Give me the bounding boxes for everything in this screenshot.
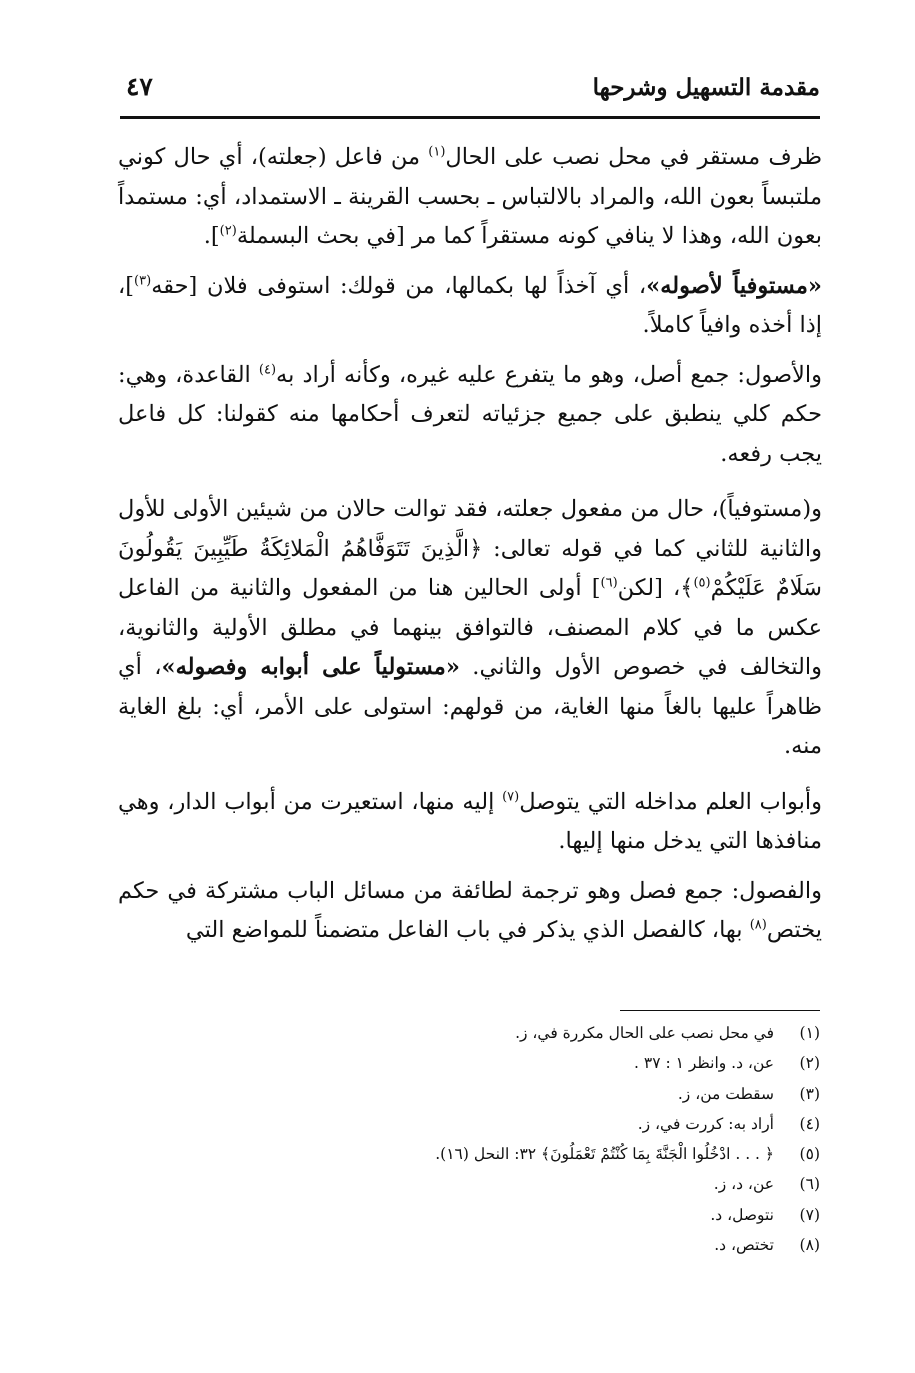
running-header [120,70,820,106]
paragraph-2 [118,267,822,346]
paragraph-3 [118,356,822,475]
text: ﴾، [لكن [617,575,694,601]
text: القاعدة، وهي: حكم كلي ينطبق على جميع جزئياته لتعرف أحكامها منه كقولنا: كل فاعل يجب رفعه. [118,361,822,467]
footnote-rule [620,1010,820,1011]
footnote-number: (٥) [799,1145,820,1164]
footnote-ref-8[interactable]: (٨) [749,917,767,933]
text: ]، إذا أخذه وافياً كاملاً. [118,272,822,338]
paragraph-6 [118,872,822,951]
footnote-item [160,1109,820,1139]
footnote-text: أراد به: كررت في، ز. [637,1114,774,1133]
footnote-text: في محل نصب على الحال مكررة في، ز. [515,1024,774,1042]
header-rule [120,116,820,119]
footnote-number: (١) [799,1024,820,1042]
paragraph-4 [118,490,822,767]
text: وأبواب العلم مداخله التي يتوصل [519,788,822,815]
footnote-item [160,1018,820,1048]
text: و(مستوفياً)، حال من مفعول جعلته، فقد توالت حالان من شيئين الأولى للأول والثانية للثاني كما في قوله تعالى: ﴿الَّذِينَ تَتَوَفَّاهُمُ الْمَلائِكَةُ طَيِّبِينَ يَقُولُونَ سَلَامٌ عَلَيْكُمْ [118,496,822,601]
footnote-number: (٦) [799,1175,820,1194]
footnote-number: (٢) [799,1054,820,1073]
footnotes [160,1018,820,1260]
text: ظرف مستقر في محل نصب على الحال [445,144,822,170]
text: ، أي ظاهراً عليها بالغاً منها الغاية، من قولهم: استولى على الأمر، أي: بلغ الغاية منه. [118,654,822,759]
footnote-text: ﴿ . . . ادْخُلُوا الْجَنَّةَ بِمَا كُنْتُمْ تَعْمَلُونَ﴾ ٣٢: النحل (١٦). [435,1145,774,1164]
footnote-text: نتوصل، د. [710,1205,774,1224]
footnote-ref-5[interactable]: (٥) [693,575,711,591]
text: من فاعل (جعلته)، أي حال كوني ملتبساً بعون الله، والمراد بالالتباس ـ بحسب القرينة ـ الاستمداد، أي: مستمداً بعون الله، وهذا لا ينافي كونه مستقراً كما مر [في بحث البسملة [118,144,822,249]
footnote-number: (٨) [799,1236,820,1255]
text: والأصول: جمع أصل، وهو ما يتفرع عليه غيره، وكأنه أراد به [276,361,822,388]
paragraph-5 [118,783,822,862]
text: ] أولى الحالين هنا من المفعول والثانية من الفاعل عكس ما في كلام المصنف، فالتوافق بينهما في مطلق الأولية والثانوية، والتخالف في خصوص الأول والثاني. [118,575,822,680]
paragraph-1 [118,138,822,257]
footnote-ref-1[interactable]: (١) [428,144,446,160]
footnote-text: سقطت من، ز. [677,1084,774,1103]
main-text [118,138,822,967]
footnote-number: (٧) [799,1205,820,1224]
footnote-item [160,1200,820,1230]
text: ]. [203,223,220,249]
footnote-text: عن، د، ز. [713,1175,774,1194]
footnote-ref-3[interactable]: (٣) [134,273,152,288]
footnote-item [160,1230,820,1260]
quoted-phrase: «مستولياً على أبوابه وفصوله» [161,654,460,680]
text: إليه منها، استعيرت من أبواب الدار، وهي منافذها التي يدخل منها إليها. [118,788,822,854]
quoted-phrase: «مستوفياً لأصوله» [646,272,822,299]
footnote-text: تختص، د. [714,1236,774,1255]
footnote-text: عن، د. وانظر ١ : ٣٧ . [634,1054,774,1073]
footnote-item [160,1139,820,1169]
footnote-item [160,1079,820,1109]
footnote-ref-7[interactable]: (٧) [502,789,520,804]
footnote-number: (٤) [799,1114,820,1133]
text: ، أي آخذاً لها بكمالها، من قولك: استوفى فلان [حقه [151,272,647,299]
footnote-ref-4[interactable]: (٤) [258,362,277,377]
footnote-ref-6[interactable]: (٦) [600,575,618,591]
text: بها، كالفصل الذي يذكر في باب الفاعل متضمناً للمواضع التي [185,917,750,943]
running-title: مقدمة التسهيل وشرحها [592,74,820,101]
footnote-number: (٣) [799,1084,820,1103]
footnote-ref-2[interactable]: (٢) [219,223,237,239]
page-number: ٤٧ [126,72,153,101]
text: والفصول: جمع فصل وهو ترجمة لطائفة من مسائل الباب مشتركة في حكم يختص [118,877,822,943]
footnote-item [160,1169,820,1199]
footnote-item [160,1048,820,1078]
